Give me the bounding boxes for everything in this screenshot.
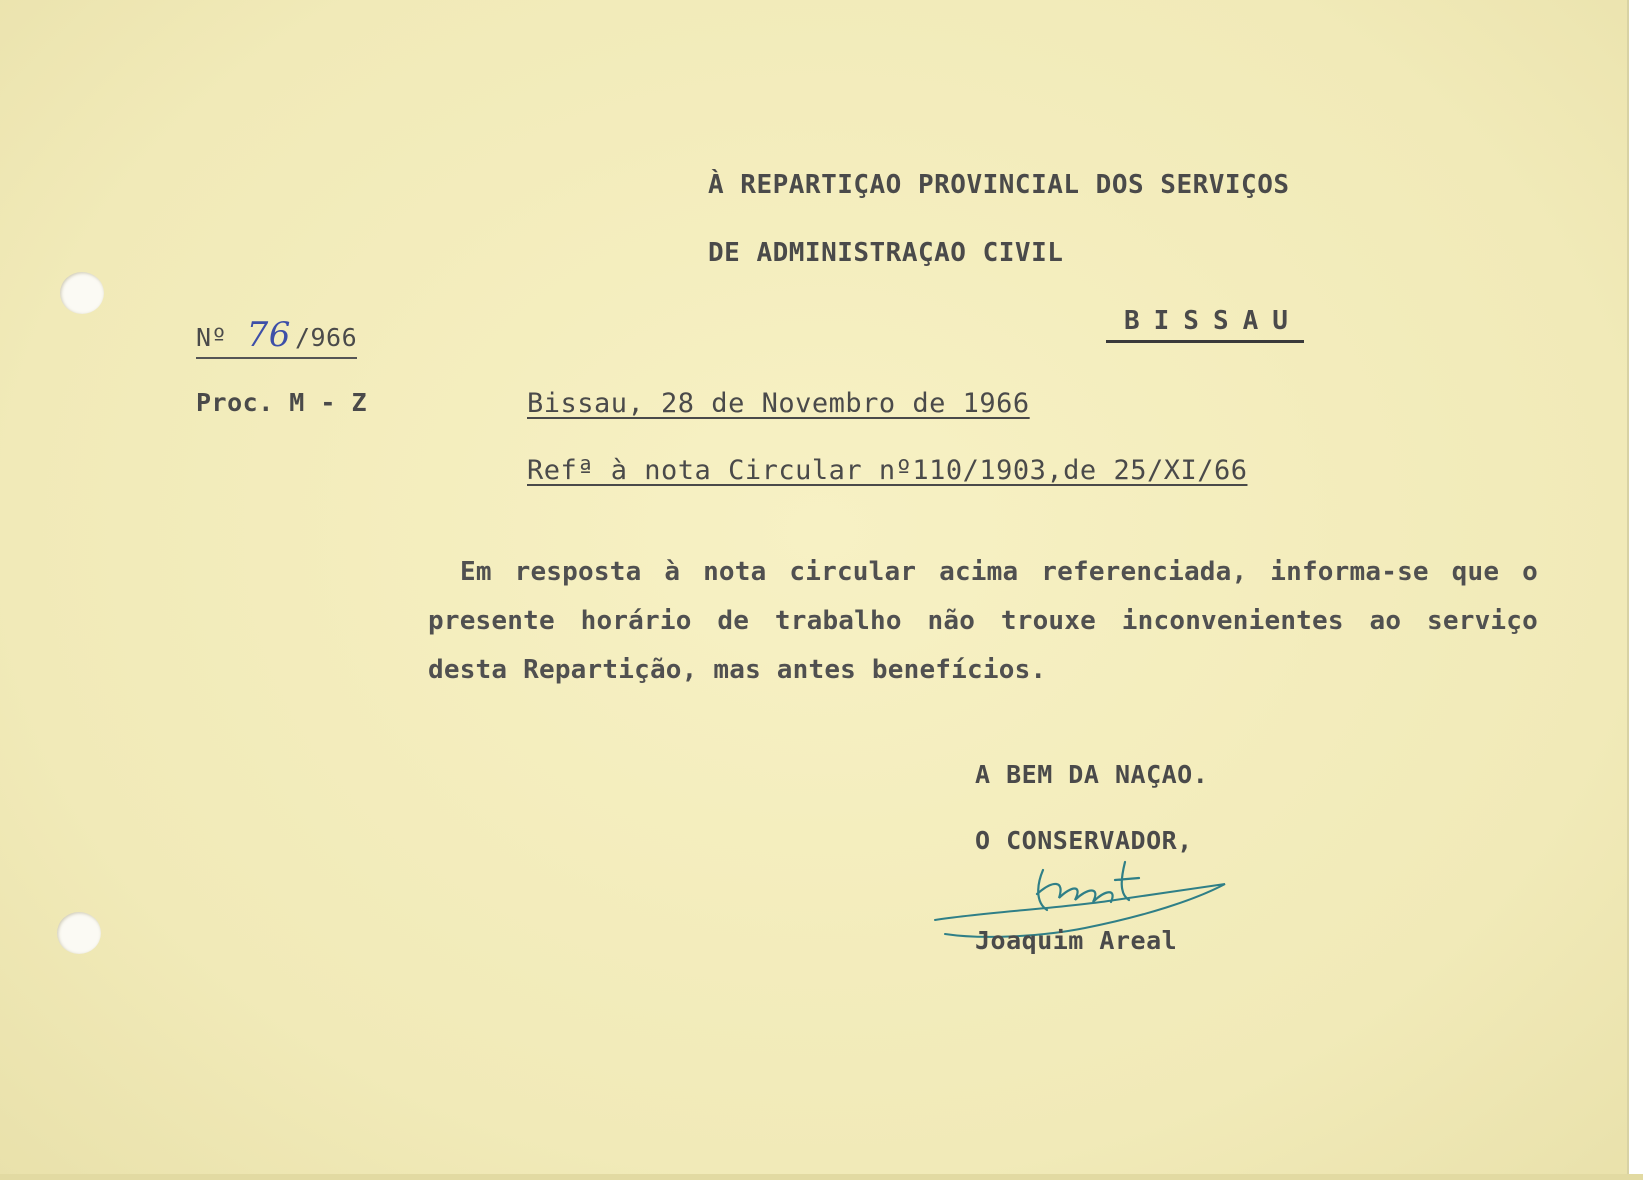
- signatory-role: O CONSERVADOR,: [975, 826, 1193, 855]
- addressee-city: BISSAU: [1106, 306, 1304, 343]
- page-bottom-edge: [0, 1174, 1643, 1180]
- date-line: Bissau, 28 de Novembro de 1966: [527, 388, 1030, 419]
- page-edge: [1627, 0, 1643, 1180]
- closing-salutation: A BEM DA NAÇAO.: [975, 760, 1209, 789]
- punch-hole-bottom: [57, 912, 101, 954]
- addressee-line-2: DE ADMINISTRAÇAO CIVIL: [708, 238, 1064, 268]
- addressee-line-1: À REPARTIÇAO PROVINCIAL DOS SERVIÇOS: [708, 170, 1290, 200]
- reference-line: Refª à nota Circular nº110/1903,de 25/XI/66: [527, 455, 1248, 486]
- process-code: Proc. M - Z: [196, 388, 368, 417]
- reference-number: [196, 315, 357, 359]
- punch-hole-top: [60, 272, 104, 314]
- reference-number-handwritten: 76: [246, 315, 291, 355]
- body-paragraph: Em resposta à nota circular acima referenciada, informa-se que o presente horário de trabalho não trouxe inconvenientes ao serviço desta Repartição, mas antes benefícios.: [428, 557, 1538, 685]
- reference-number-prefix: Nº: [196, 323, 228, 352]
- signatory-name: Joaquim Areal: [975, 926, 1178, 955]
- reference-number-suffix: /966: [294, 323, 358, 352]
